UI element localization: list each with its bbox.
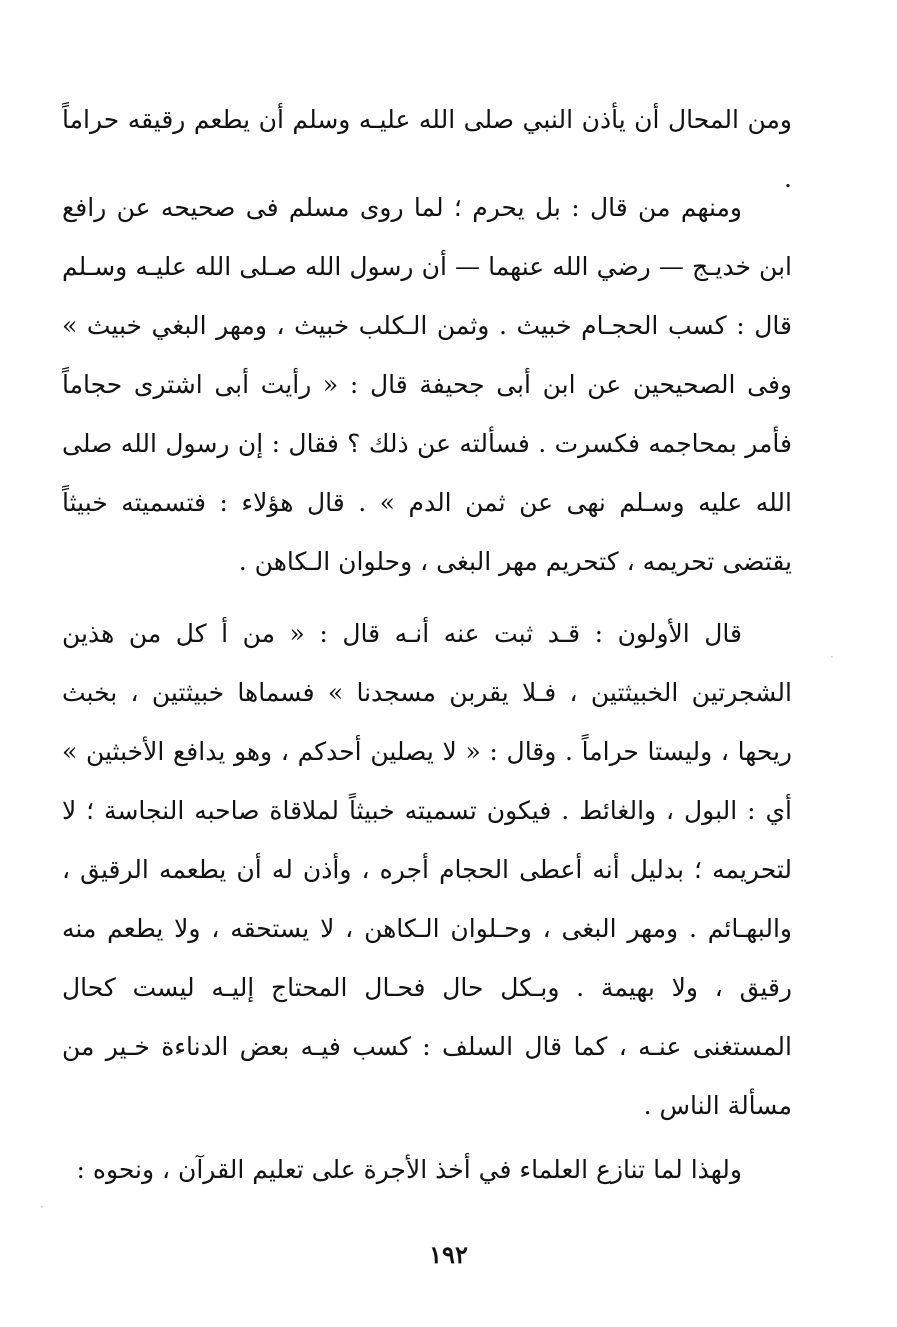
scan-speck: · [830, 650, 834, 664]
page-number: ١٩٢ [429, 1240, 468, 1269]
paragraph-4: ولهذا لما تنازع العلماء في أخذ الأجرة على تعليم القرآن ، ونحوه : [76, 1155, 742, 1184]
paragraph-3-container [62, 604, 792, 1135]
paragraph-1: ومن المحال أن يأذن النبي صلى الله عليـه وسلم أن يطعم رقيقه حراماً . [62, 105, 792, 193]
paragraph-3: قال الأولون : قـد ثبت عنه أنـه قال : « من أ كل من هذين الشجرتين الخبيثتين ، فـلا يقربن مسجدنا » فسماها خبيثتين ، بخبث ريحها ، وليستا حراماً . وقال : « لا يصلين أحدكم ، وهو يدافع الأخبثين » أي : البول ، والغائط . فيكون تسميته خبيثاً لملاقاة صاحبه النجاسة ؛ لا لتحريمه ؛ بدليل أنه أعطى الحجام أجره ، وأذن له أن يطعمه الرقيق ، والبهـائم . ومهر البغى ، وحـلوان الـكاهن ، لا يستحقه ، ولا يطعم منه رقيق ، ولا بهيمة . وبـكل حال فحـال المحتاج إليـه ليست كحال المستغنى عنـه ، كما قال السلف : كسب فيـه بعض الدناءة خـير من مسألة الناس . [62, 619, 792, 1120]
paragraph-4-container [62, 1140, 792, 1199]
paragraph-2-container [62, 178, 792, 591]
scan-speck: · [40, 1200, 44, 1214]
paragraph-2: ومنهم من قال : بل يحرم ؛ لما روى مسلم فى صحيحه عن رافع ابن خديـج — رضي الله عنهما — أن رسول الله صـلى الله عليـه وسـلم قال : كسب الحجـام خبيث . وثمن الـكلب خبيث ، ومهر البغي خبيث » وفى الصحيحين عن ابن أبى جحيفة قال : « رأيت أبى اشترى حجاماً فأمر بمحاجمه فكسرت . فسألته عن ذلك ؟ فقال : إن رسول الله صلى الله عليه وسـلم نهى عن ثمن الدم » . قال هؤلاء : فتسميته خبيثاً يقتضى تحريمه ، كتحريم مهر البغى ، وحلوان الـكاهن . [62, 193, 792, 576]
